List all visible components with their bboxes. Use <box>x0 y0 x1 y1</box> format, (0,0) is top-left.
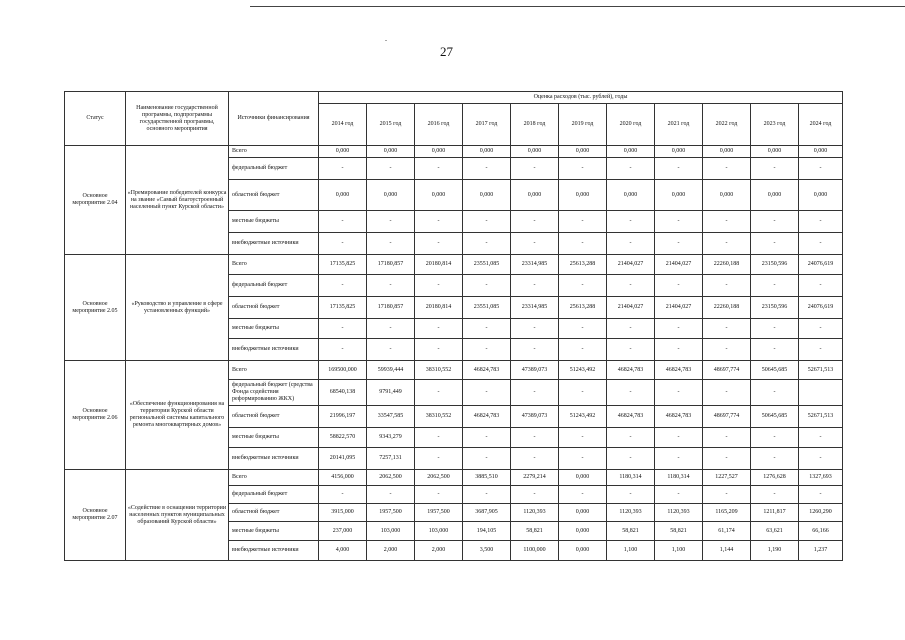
header-status: Статус <box>65 92 126 146</box>
value-cell: - <box>511 275 559 297</box>
value-cell: 17180,857 <box>367 297 415 319</box>
header-year: 2017 год <box>463 104 511 146</box>
value-cell: - <box>751 275 799 297</box>
value-cell: 1180,314 <box>607 470 655 486</box>
funding-source-cell: местные бюджеты <box>229 211 319 233</box>
value-cell: 2,000 <box>415 541 463 561</box>
value-cell: - <box>751 380 799 406</box>
value-cell: - <box>415 211 463 233</box>
value-cell: - <box>319 211 367 233</box>
value-cell: 1,237 <box>799 541 843 561</box>
value-cell: - <box>415 380 463 406</box>
value-cell: - <box>703 275 751 297</box>
table-row <box>65 255 843 275</box>
value-cell: 46824,783 <box>607 406 655 428</box>
value-cell: - <box>655 233 703 255</box>
value-cell: 0,000 <box>799 180 843 211</box>
value-cell: 4156,000 <box>319 470 367 486</box>
funding-source-cell: федеральный бюджет (средства Фонда содействия реформированию ЖКХ) <box>229 380 319 406</box>
value-cell: 2062,500 <box>415 470 463 486</box>
value-cell: 1211,817 <box>751 504 799 522</box>
value-cell: - <box>463 448 511 470</box>
table-row <box>65 361 843 380</box>
page-number: 27 <box>440 44 453 59</box>
header-source: Источники финансирования <box>229 92 319 146</box>
value-cell: 194,105 <box>463 522 511 541</box>
value-cell: - <box>607 486 655 504</box>
value-cell: - <box>511 339 559 361</box>
value-cell: 63,621 <box>751 522 799 541</box>
value-cell: - <box>319 275 367 297</box>
value-cell: 0,000 <box>799 146 843 158</box>
value-cell: - <box>703 339 751 361</box>
value-cell: - <box>799 233 843 255</box>
value-cell: - <box>703 486 751 504</box>
value-cell: 7257,131 <box>367 448 415 470</box>
funding-source-cell: областной бюджет <box>229 406 319 428</box>
status-cell: Основное мероприятие 2.06 <box>65 361 126 470</box>
value-cell: - <box>559 380 607 406</box>
value-cell: 2279,214 <box>511 470 559 486</box>
funding-source-cell: Всего <box>229 146 319 158</box>
value-cell: - <box>463 158 511 180</box>
value-cell: - <box>607 339 655 361</box>
value-cell: 46824,783 <box>655 361 703 380</box>
value-cell: 17135,825 <box>319 297 367 319</box>
value-cell: 20141,095 <box>319 448 367 470</box>
value-cell: - <box>703 233 751 255</box>
value-cell: - <box>655 158 703 180</box>
header-year: 2024 год <box>799 104 843 146</box>
value-cell: - <box>559 233 607 255</box>
value-cell: - <box>655 211 703 233</box>
value-cell: - <box>367 486 415 504</box>
value-cell: 0,000 <box>655 180 703 211</box>
value-cell: - <box>703 158 751 180</box>
value-cell: 46824,783 <box>655 406 703 428</box>
value-cell: - <box>559 158 607 180</box>
value-cell: - <box>415 486 463 504</box>
value-cell: 1120,393 <box>511 504 559 522</box>
value-cell: - <box>415 233 463 255</box>
value-cell: - <box>463 380 511 406</box>
value-cell: 1957,500 <box>415 504 463 522</box>
value-cell: - <box>655 448 703 470</box>
value-cell: - <box>655 319 703 339</box>
value-cell: - <box>559 211 607 233</box>
value-cell: 0,000 <box>319 146 367 158</box>
value-cell: 0,000 <box>463 146 511 158</box>
value-cell: 47389,073 <box>511 406 559 428</box>
value-cell: - <box>367 158 415 180</box>
top-rule <box>250 6 905 7</box>
value-cell: - <box>463 428 511 448</box>
value-cell: 58,821 <box>655 522 703 541</box>
funding-source-cell: местные бюджеты <box>229 522 319 541</box>
value-cell: 4,000 <box>319 541 367 561</box>
value-cell: 22260,188 <box>703 297 751 319</box>
value-cell: 0,000 <box>607 180 655 211</box>
value-cell: - <box>655 486 703 504</box>
value-cell: 21996,197 <box>319 406 367 428</box>
value-cell: - <box>655 428 703 448</box>
value-cell: - <box>511 428 559 448</box>
value-cell: 46824,783 <box>463 406 511 428</box>
value-cell: 51243,492 <box>559 361 607 380</box>
value-cell: - <box>463 211 511 233</box>
value-cell: - <box>559 448 607 470</box>
value-cell: 23314,985 <box>511 297 559 319</box>
funding-source-cell: федеральный бюджет <box>229 486 319 504</box>
value-cell: 38310,552 <box>415 406 463 428</box>
value-cell: - <box>559 319 607 339</box>
value-cell: - <box>319 158 367 180</box>
value-cell: - <box>415 158 463 180</box>
value-cell: 1,190 <box>751 541 799 561</box>
value-cell: - <box>367 339 415 361</box>
value-cell: 1227,527 <box>703 470 751 486</box>
value-cell: 58,821 <box>607 522 655 541</box>
value-cell: 237,000 <box>319 522 367 541</box>
value-cell: 1327,693 <box>799 470 843 486</box>
value-cell: 50645,685 <box>751 361 799 380</box>
value-cell: - <box>559 428 607 448</box>
status-cell: Основное мероприятие 2.07 <box>65 470 126 561</box>
value-cell: - <box>511 233 559 255</box>
value-cell: - <box>319 486 367 504</box>
value-cell: - <box>799 158 843 180</box>
value-cell: 50645,685 <box>751 406 799 428</box>
value-cell: - <box>799 448 843 470</box>
value-cell: - <box>415 448 463 470</box>
header-year: 2016 год <box>415 104 463 146</box>
value-cell: - <box>463 275 511 297</box>
value-cell: - <box>463 486 511 504</box>
value-cell: 17180,857 <box>367 255 415 275</box>
value-cell: 24076,619 <box>799 255 843 275</box>
value-cell: 1120,393 <box>655 504 703 522</box>
value-cell: - <box>607 211 655 233</box>
value-cell: 1120,393 <box>607 504 655 522</box>
value-cell: 169500,000 <box>319 361 367 380</box>
header-year: 2015 год <box>367 104 415 146</box>
value-cell: 0,000 <box>511 146 559 158</box>
measure-name-cell: «Обеспечение функционирования на территории Курской области региональной системы капитального ремонта многоквартирных домов» <box>126 361 229 470</box>
value-cell: 1180,314 <box>655 470 703 486</box>
value-cell: 52671,513 <box>799 361 843 380</box>
value-cell: 58822,570 <box>319 428 367 448</box>
value-cell: 9791,449 <box>367 380 415 406</box>
funding-source-cell: местные бюджеты <box>229 319 319 339</box>
value-cell: - <box>607 319 655 339</box>
value-cell: 23551,085 <box>463 255 511 275</box>
value-cell: 1260,290 <box>799 504 843 522</box>
value-cell: 0,000 <box>559 541 607 561</box>
header-name: Наименование государственной программы, подпрограммы государственной программы, основного мероприятия <box>126 92 229 146</box>
value-cell: - <box>319 319 367 339</box>
value-cell: 46824,783 <box>607 361 655 380</box>
value-cell: 3885,510 <box>463 470 511 486</box>
value-cell: - <box>703 428 751 448</box>
funding-source-cell: областной бюджет <box>229 504 319 522</box>
value-cell: - <box>415 339 463 361</box>
value-cell: - <box>703 448 751 470</box>
value-cell: 1,144 <box>703 541 751 561</box>
funding-source-cell: внебюджетные источники <box>229 541 319 561</box>
value-cell: 0,000 <box>607 146 655 158</box>
table-row <box>65 470 843 486</box>
value-cell: - <box>319 233 367 255</box>
header-year: 2022 год <box>703 104 751 146</box>
value-cell: - <box>511 448 559 470</box>
value-cell: - <box>751 319 799 339</box>
status-cell: Основное мероприятие 2.04 <box>65 146 126 255</box>
value-cell: 22260,188 <box>703 255 751 275</box>
value-cell: 1100,000 <box>511 541 559 561</box>
value-cell: 0,000 <box>751 146 799 158</box>
value-cell: 51243,492 <box>559 406 607 428</box>
value-cell: 23150,596 <box>751 297 799 319</box>
funding-source-cell: внебюджетные источники <box>229 448 319 470</box>
value-cell: 47389,073 <box>511 361 559 380</box>
funding-source-cell: Всего <box>229 255 319 275</box>
value-cell: 0,000 <box>703 146 751 158</box>
value-cell: 58,821 <box>511 522 559 541</box>
value-cell: 0,000 <box>559 180 607 211</box>
value-cell: 25613,288 <box>559 255 607 275</box>
measure-name-cell: «Содействие в оснащении территории населенных пунктов муниципальных образований Курской области» <box>126 470 229 561</box>
value-cell: 66,166 <box>799 522 843 541</box>
value-cell: 0,000 <box>367 146 415 158</box>
value-cell: - <box>607 158 655 180</box>
header-year: 2021 год <box>655 104 703 146</box>
value-cell: - <box>703 211 751 233</box>
value-cell: 48697,774 <box>703 406 751 428</box>
measure-name-cell: «Премирование победителей конкурса на звание «Самый благоустроенный населенный пункт Курской области» <box>126 146 229 255</box>
value-cell: - <box>607 275 655 297</box>
value-cell: 23150,596 <box>751 255 799 275</box>
funding-source-cell: федеральный бюджет <box>229 275 319 297</box>
value-cell: 0,000 <box>415 180 463 211</box>
funding-source-cell: Всего <box>229 470 319 486</box>
value-cell: 0,000 <box>559 146 607 158</box>
value-cell: - <box>367 319 415 339</box>
header-year: 2014 год <box>319 104 367 146</box>
value-cell: 52671,513 <box>799 406 843 428</box>
header-year: 2018 год <box>511 104 559 146</box>
value-cell: 0,000 <box>511 180 559 211</box>
value-cell: - <box>751 233 799 255</box>
value-cell: - <box>751 428 799 448</box>
status-cell: Основное мероприятие 2.05 <box>65 255 126 361</box>
value-cell: - <box>799 486 843 504</box>
value-cell: - <box>463 233 511 255</box>
funding-source-cell: федеральный бюджет <box>229 158 319 180</box>
value-cell: 0,000 <box>415 146 463 158</box>
value-cell: - <box>511 211 559 233</box>
value-cell: - <box>751 486 799 504</box>
value-cell: - <box>607 233 655 255</box>
value-cell: - <box>799 275 843 297</box>
value-cell: 0,000 <box>751 180 799 211</box>
value-cell: 21404,027 <box>655 255 703 275</box>
value-cell: 103,000 <box>367 522 415 541</box>
value-cell: - <box>655 380 703 406</box>
value-cell: - <box>463 339 511 361</box>
header-year: 2020 год <box>607 104 655 146</box>
value-cell: - <box>511 486 559 504</box>
value-cell: 3915,000 <box>319 504 367 522</box>
funding-source-cell: областной бюджет <box>229 180 319 211</box>
value-cell: 21404,027 <box>607 255 655 275</box>
funding-source-cell: местные бюджеты <box>229 428 319 448</box>
value-cell: 1957,500 <box>367 504 415 522</box>
value-cell: 1276,628 <box>751 470 799 486</box>
header-year: 2019 год <box>559 104 607 146</box>
value-cell: 0,000 <box>703 180 751 211</box>
value-cell: - <box>511 380 559 406</box>
value-cell: - <box>511 319 559 339</box>
value-cell: - <box>367 233 415 255</box>
funding-source-cell: Всего <box>229 361 319 380</box>
value-cell: 20180,814 <box>415 297 463 319</box>
value-cell: 1165,209 <box>703 504 751 522</box>
value-cell: - <box>607 448 655 470</box>
value-cell: - <box>655 275 703 297</box>
value-cell: 24076,619 <box>799 297 843 319</box>
value-cell: - <box>751 158 799 180</box>
value-cell: 103,000 <box>415 522 463 541</box>
header-estimate: Оценка расходов (тыс. рублей), годы <box>319 92 843 104</box>
value-cell: 38310,552 <box>415 361 463 380</box>
value-cell: 0,000 <box>559 470 607 486</box>
value-cell: 0,000 <box>367 180 415 211</box>
value-cell: 21404,027 <box>655 297 703 319</box>
value-cell: - <box>559 339 607 361</box>
value-cell: - <box>703 319 751 339</box>
value-cell: - <box>607 380 655 406</box>
value-cell <box>799 380 843 406</box>
value-cell: - <box>559 275 607 297</box>
value-cell: 2,000 <box>367 541 415 561</box>
value-cell: - <box>799 211 843 233</box>
value-cell: 3,500 <box>463 541 511 561</box>
value-cell: - <box>655 339 703 361</box>
value-cell: - <box>415 428 463 448</box>
table-row <box>65 146 843 158</box>
measure-name-cell: «Руководство и управление в сфере установленных функций» <box>126 255 229 361</box>
value-cell: 59939,444 <box>367 361 415 380</box>
value-cell: 33547,585 <box>367 406 415 428</box>
value-cell: - <box>703 380 751 406</box>
value-cell: - <box>415 275 463 297</box>
value-cell: 23314,985 <box>511 255 559 275</box>
funding-source-cell: внебюджетные источники <box>229 339 319 361</box>
value-cell: 0,000 <box>655 146 703 158</box>
value-cell: 46824,783 <box>463 361 511 380</box>
value-cell: - <box>415 319 463 339</box>
value-cell: - <box>319 339 367 361</box>
value-cell: - <box>559 486 607 504</box>
value-cell: 1,100 <box>607 541 655 561</box>
value-cell: 68540,138 <box>319 380 367 406</box>
value-cell: 2062,500 <box>367 470 415 486</box>
value-cell: - <box>463 319 511 339</box>
value-cell: 0,000 <box>319 180 367 211</box>
value-cell: - <box>751 339 799 361</box>
value-cell: - <box>367 275 415 297</box>
scan-dot: . <box>385 34 387 43</box>
value-cell: - <box>751 211 799 233</box>
value-cell: 48697,774 <box>703 361 751 380</box>
value-cell: 1,100 <box>655 541 703 561</box>
expenses-table <box>64 91 843 561</box>
value-cell: 0,000 <box>559 504 607 522</box>
value-cell: 61,174 <box>703 522 751 541</box>
value-cell: 3687,905 <box>463 504 511 522</box>
value-cell: - <box>607 428 655 448</box>
value-cell: - <box>799 428 843 448</box>
value-cell: - <box>367 211 415 233</box>
funding-source-cell: областной бюджет <box>229 297 319 319</box>
value-cell: - <box>799 339 843 361</box>
funding-source-cell: внебюджетные источники <box>229 233 319 255</box>
value-cell: 17135,825 <box>319 255 367 275</box>
value-cell: 25613,288 <box>559 297 607 319</box>
value-cell: 20180,814 <box>415 255 463 275</box>
value-cell: 9343,279 <box>367 428 415 448</box>
value-cell: - <box>511 158 559 180</box>
value-cell: 21404,027 <box>607 297 655 319</box>
value-cell: 0,000 <box>463 180 511 211</box>
value-cell: 23551,085 <box>463 297 511 319</box>
value-cell: - <box>799 319 843 339</box>
header-year: 2023 год <box>751 104 799 146</box>
value-cell: 0,000 <box>559 522 607 541</box>
value-cell: - <box>751 448 799 470</box>
